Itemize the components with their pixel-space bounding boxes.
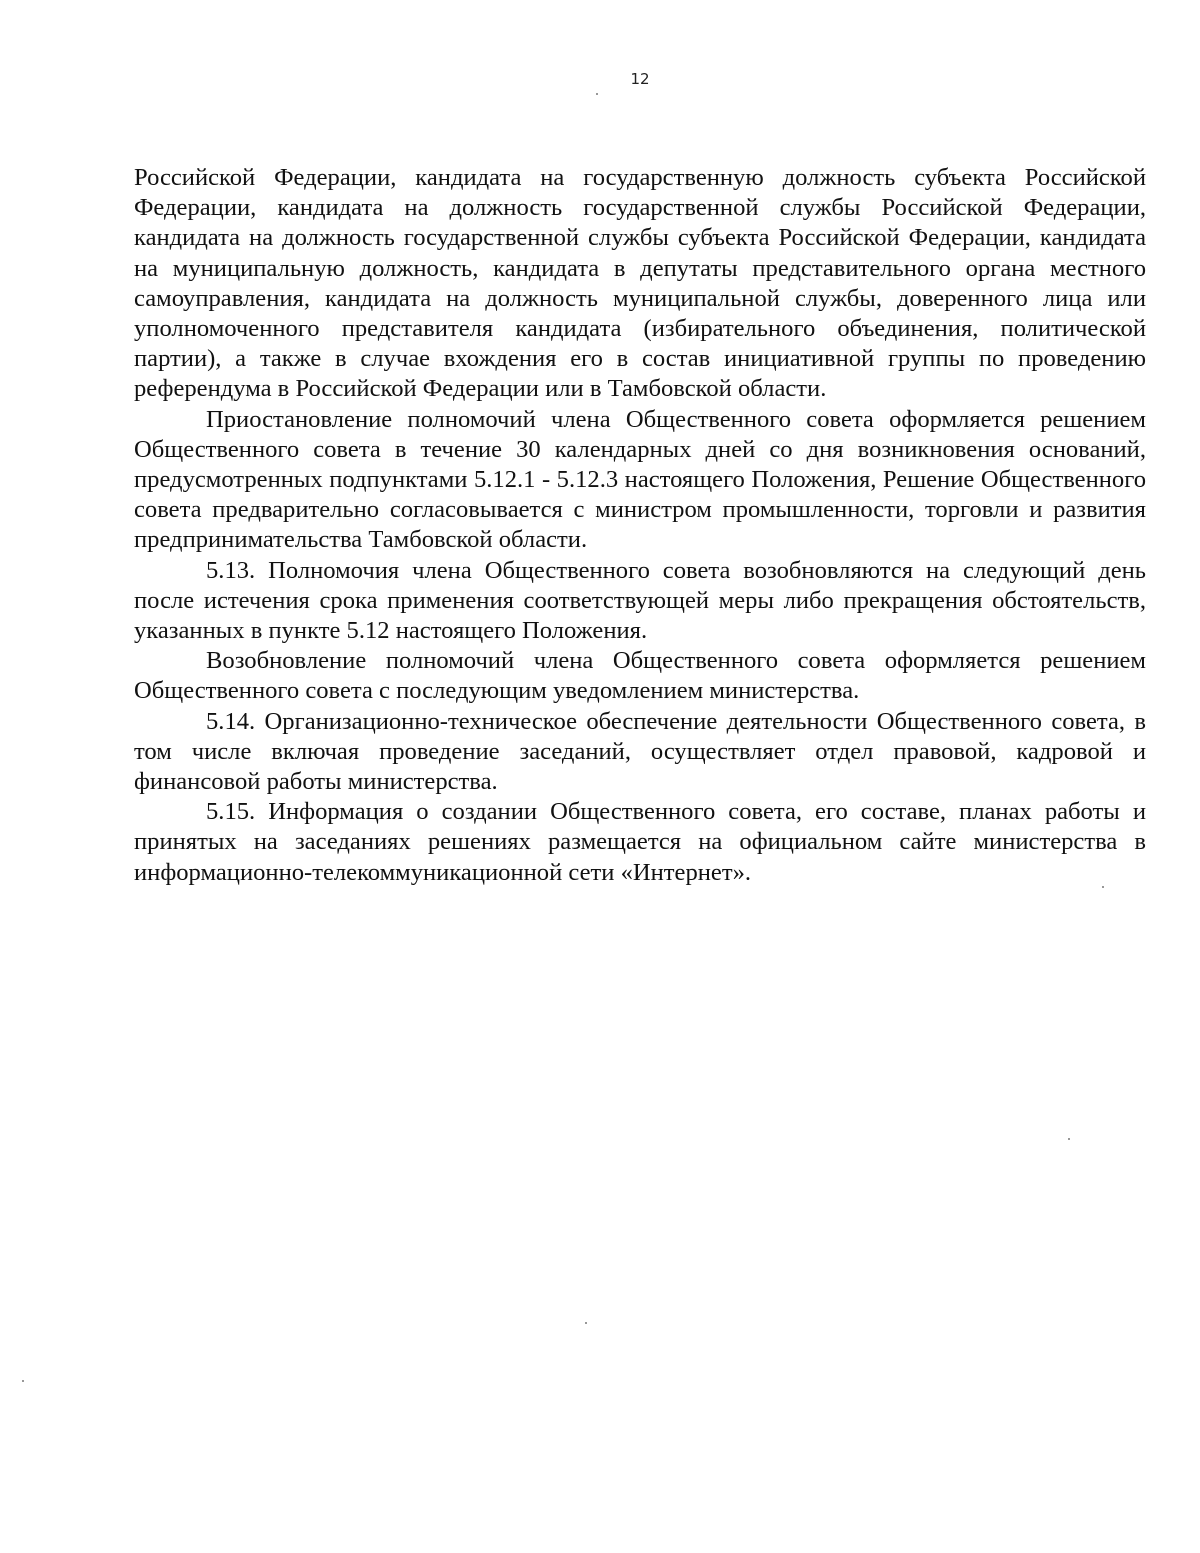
paragraph-suspension: Приостановление полномочий члена Общественного совета оформляется решением Общественного совета в течение 30 календарных дней со дня возникновения оснований, предусмотренных подпунктами 5.12.1 - 5.12.3 настоящего Положения, Решение Общественного совета предварительно согласовывается с министром промышленности, торговли и развития предпринимательства Тамбовской области. [134,405,1146,554]
scan-speck [1068,1138,1070,1140]
page-number: 12 [630,70,650,88]
scan-speck [1102,886,1104,888]
paragraph-5-13: 5.13. Полномочия члена Общественного совета возобновляются на следующий день после истечения срока применения соответствующей меры либо прекращения обстоятельств, указанных в пункте 5.12 настоящего Положения. [134,556,1146,645]
paragraph-resumption: Возобновление полномочий члена Общественного совета оформляется решением Общественного совета с последующим уведомлением министерства. [134,647,1146,705]
scan-speck [596,93,598,95]
scan-speck [585,1322,587,1324]
document-body [134,163,1146,888]
paragraph-continuation: Российской Федерации, кандидата на государственную должность субъекта Российской Федерации, кандидата на должность государственной службы Российской Федерации, кандидата на должность государственной службы субъекта Российской Федерации, кандидата на муниципальную должность, кандидата в депутаты представительного органа местного самоуправления, кандидата на должность муниципальной службы, доверенного лица или уполномоченного представителя кандидата (избирательного объединения, политической партии), а также в случае вхождения его в состав инициативной группы по проведению референдума в Российской Федерации или в Тамбовской области. [134,164,1146,403]
paragraph-5-14: 5.14. Организационно-техническое обеспечение деятельности Общественного совета, в том числе включая проведение заседаний, осуществляет отдел правовой, кадровой и финансовой работы министерства. [134,707,1146,796]
paragraph-5-15: 5.15. Информация о создании Общественного совета, его составе, планах работы и принятых на заседаниях решениях размещается на официальном сайте министерства в информационно-телекоммуникационной сети «Интернет». [134,798,1146,886]
scan-speck [22,1380,24,1382]
